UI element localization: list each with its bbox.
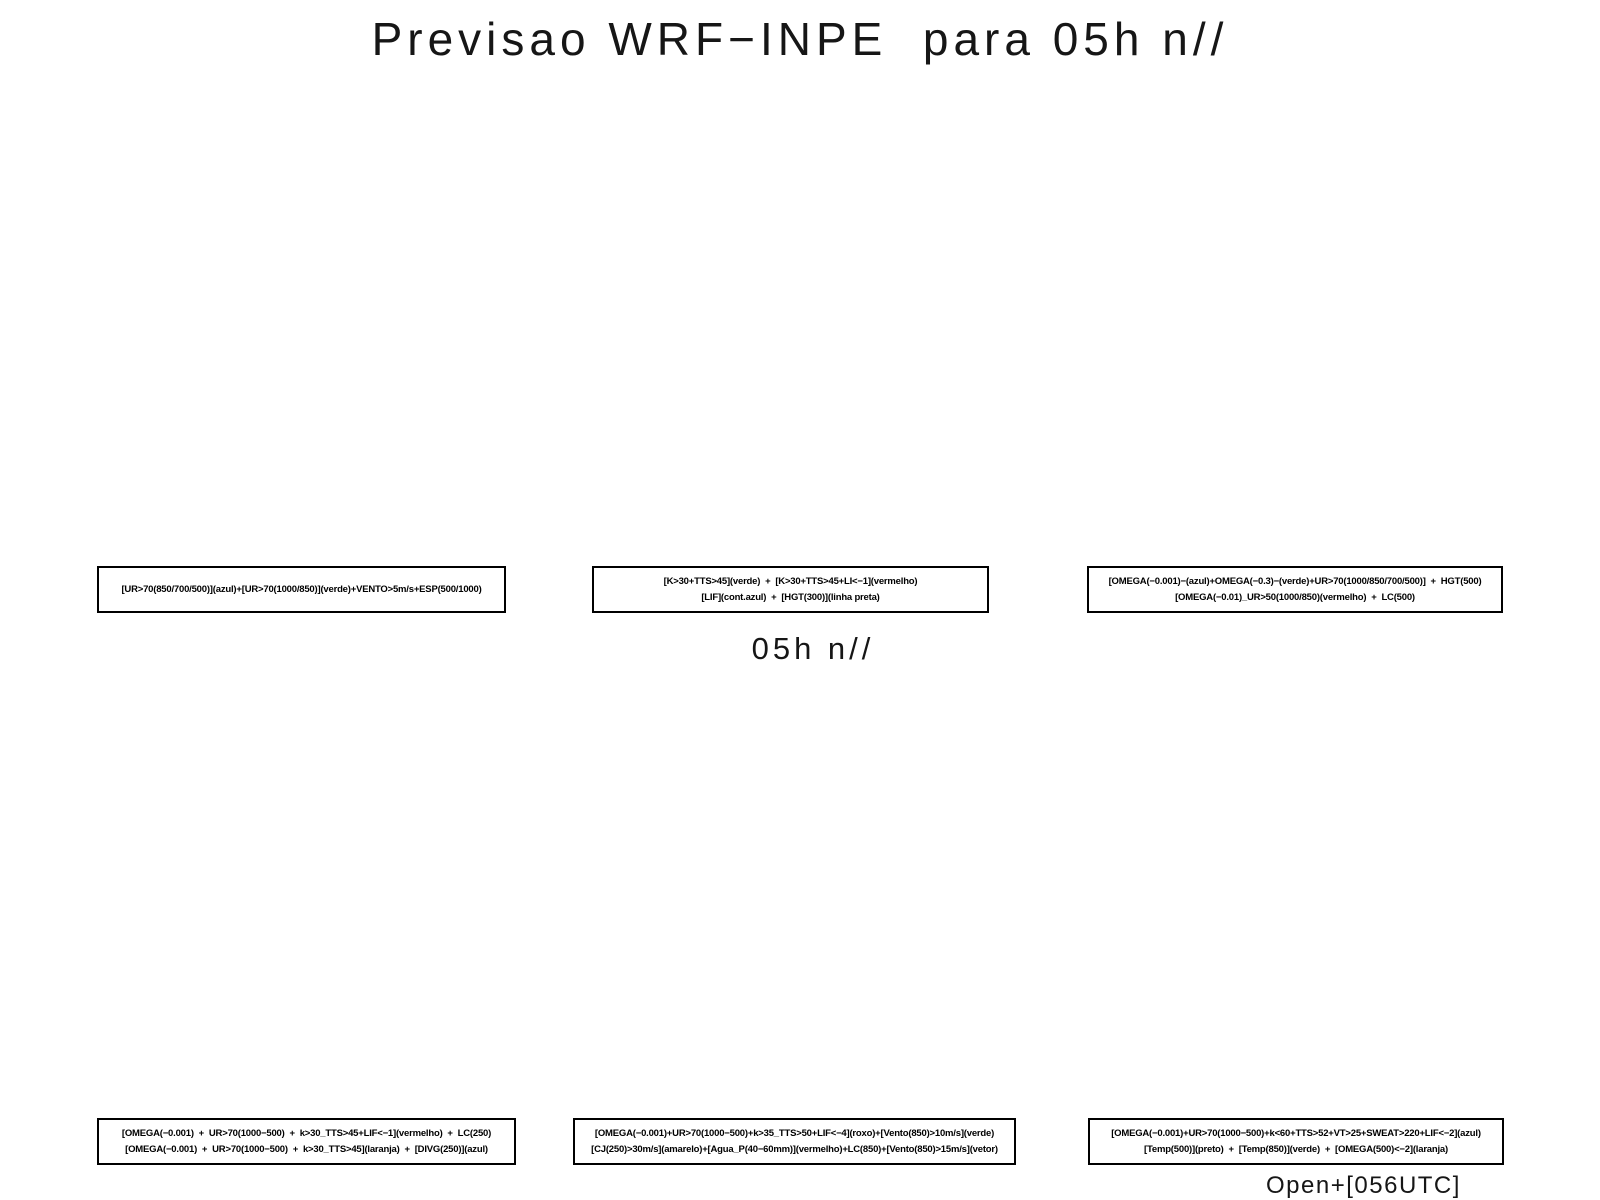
- legend-line: [OMEGA(−0.01)_UR>50(1000/850)(vermelho) + LC(500): [1175, 592, 1415, 603]
- legend-line: [CJ(250)>30m/s](amarelo)+[Agua_P(40−60mm)](vermelho)+LC(850)+[Vento(850)>15m/s](vetor): [591, 1144, 998, 1155]
- footer-utc-label: Open+[056UTC]: [1266, 1172, 1461, 1199]
- legend-line: [Temp(500)](preto) + [Temp(850)](verde) + [OMEGA(500)<−2](laranja): [1144, 1144, 1448, 1155]
- legend-line: [OMEGA(−0.001) + UR>70(1000−500) + k>30_TTS>45+LIF<−1](vermelho) + LC(250): [121, 1128, 492, 1139]
- legend-line: [UR>70(850/700/500)](azul)+[UR>70(1000/850)](verde)+VENTO>5m/s+ESP(500/1000): [121, 584, 482, 595]
- legend-box-top-center: [592, 566, 989, 613]
- forecast-hour-label: 05h n//: [751, 631, 875, 666]
- legend-line: [OMEGA(−0.001)−(azul)+OMEGA(−0.3)−(verde)+UR>70(1000/850/700/500)] + HGT(500): [1108, 576, 1482, 587]
- legend-box-bottom-center: [573, 1118, 1016, 1165]
- legend-box-bottom-left: [97, 1118, 516, 1165]
- legend-line: [OMEGA(−0.001)+UR>70(1000−500)+k>35_TTS>50+LIF<−4](roxo)+[Vento(850)>10m/s](verde): [594, 1128, 995, 1139]
- legend-line: [OMEGA(−0.001)+UR>70(1000−500)+k<60+TTS>52+VT>25+SWEAT>220+LIF<−2](azul): [1111, 1128, 1481, 1139]
- legend-box-bottom-right: [1088, 1118, 1504, 1165]
- legend-line: [K>30+TTS>45](verde) + [K>30+TTS>45+LI<−1](vermelho): [663, 576, 918, 587]
- legend-box-top-left: [97, 566, 506, 613]
- legend-line: [OMEGA(−0.001) + UR>70(1000−500) + k>30_TTS>45](laranja) + [DIVG(250)](azul): [125, 1144, 488, 1155]
- legend-line: [LIF](cont.azul) + [HGT(300)](linha preta): [701, 592, 880, 603]
- legend-box-top-right: [1087, 566, 1503, 613]
- page-title: Previsao WRF−INPE para 05h n//: [371, 13, 1229, 65]
